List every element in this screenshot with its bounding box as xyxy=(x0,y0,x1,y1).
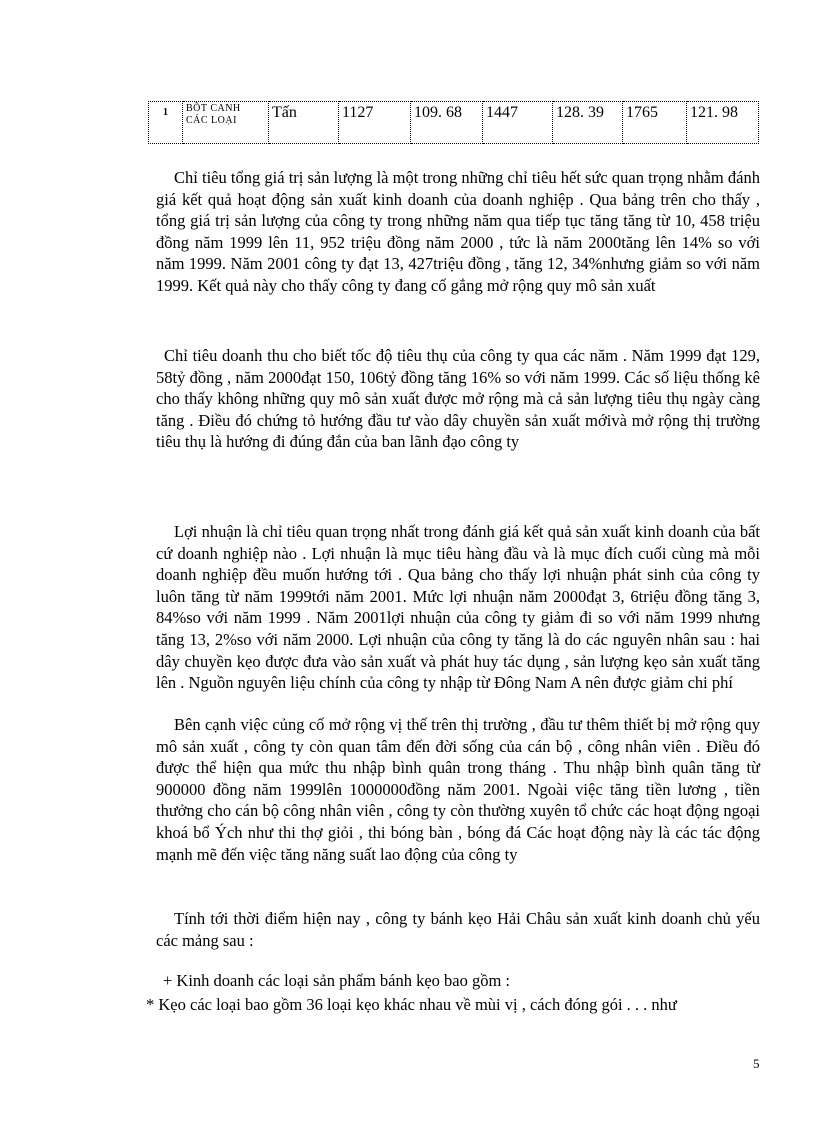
paragraph-text: Tính tới thời điểm hiện nay , công ty bánh kẹo Hải Châu sản xuất kinh doanh chủ yếu các mảng sau : xyxy=(156,909,760,950)
cell-product-name: BÕT CANH CÁC LOẠI xyxy=(183,102,269,144)
cell-value-2001: 1765 xyxy=(623,102,687,144)
paragraph-text: Chỉ tiêu tổng giá trị sản lượng là một trong những chỉ tiêu hết sức quan trọng nhằm đánh giá kết quả hoạt động sản xuất kinh doanh của doanh nghiệp . Qua bảng trên cho thấy , tổng giá trị sản lượng của công ty trong những năm qua tiếp tục tăng tăng từ 10, 458 triệu đồng năm 1999 lên 11, 952 triệu đồng năm 2000 , tức là năm 2000tăng lên 14% so với năm 1999. Năm 2001 công ty đạt 13, 427triệu đồng , tăng 12, 34%nhưng giảm so với năm 1999. Kết quả này cho thấy công ty đang cố gắng mở rộng quy mô sản xuất xyxy=(156,168,760,295)
paragraph-income xyxy=(156,714,760,865)
paragraph-business-areas xyxy=(156,908,760,951)
output-table xyxy=(148,101,759,144)
list-item: * Kẹo các loại bao gồm 36 loại kẹo khác nhau về mùi vị , cách đóng gói . . . như xyxy=(146,995,677,1014)
page-number: 5 xyxy=(753,1056,760,1071)
paragraph-output-value xyxy=(156,167,760,297)
paragraph-profit xyxy=(156,521,760,694)
cell-unit: Tấn xyxy=(269,102,339,144)
cell-stt: 1 xyxy=(149,102,183,144)
paragraph-text: Lợi nhuận là chỉ tiêu quan trọng nhất trong đánh giá kết quả sản xuất kinh doanh của bất cứ doanh nghiệp nào . Lợi nhuận là mục tiêu hàng đầu và là mục đích cuối cùng mà mỗi doanh nghiệp đều muốn hướng tới . Qua bảng cho thấy lợi nhuận phát sinh của công ty luôn tăng từ năm 1999tới năm 2001. Mức lợi nhuận năm 2000đạt 3, 6triệu đồng tăng 3, 84%so với năm 1999 . Năm 2001lợi nhuận của công ty giảm đi so với năm 1999 nhưng tăng 13, 2%so với năm 2000. Lợi nhuận của công ty tăng là do các nguyên nhân sau : hai dây chuyền kẹo được đưa vào sản xuất và phát huy tác dụng , sản lượng kẹo sản xuất tăng lên . Nguồn nguyên liệu chính của công ty nhập từ Đông Nam A nên được giảm chi phí xyxy=(156,522,760,693)
list-item: + Kinh doanh các loại sản phẩm bánh kẹo bao gồm : xyxy=(163,971,511,990)
cell-percent-2001: 121. 98 xyxy=(687,102,759,144)
table-row xyxy=(149,102,759,144)
paragraph-text: Bên cạnh việc củng cố mở rộng vị thế trên thị trường , đầu tư thêm thiết bị mở rộng quy mô sản xuất , công ty còn quan tâm đến đời sống của cán bộ , công nhân viên . Điều đó được thể hiện qua mức thu nhập bình quân trong tháng . Thu nhập bình quân tăng từ 900000 đồng năm 1999lên 1000000đồng năm 2001. Ngoài việc tăng tiền lương , tiền thưởng cho cán bộ công nhân viên , công ty còn thường xuyên tổ chức các hoạt động ngoại khoá bổ Ých như thi thợ giỏi , thi bóng bàn , bóng đá Các hoạt động này là các tác động mạnh mẽ đến việc tăng năng suất lao động của công ty xyxy=(156,715,760,864)
paragraph-text: Chỉ tiêu doanh thu cho biết tốc độ tiêu thụ của công ty qua các năm . Năm 1999 đạt 129, 58tỷ đồng , năm 2000đạt 150, 106tỷ đồng tăng 16% so với năm 1999. Các số liệu thống kê cho thấy không những quy mô sản xuất được mở rộng mà cả sản lượng tiêu thụ ngày càng tăng . Điều đó chứng tỏ hướng đầu tư vào dây chuyền sản xuất mớivà mở rộng thị trường tiêu thụ là hướng đi đúng đắn của ban lãnh đạo công ty xyxy=(156,346,760,452)
cell-value-2000: 1447 xyxy=(483,102,553,144)
cell-percent-2000: 128. 39 xyxy=(553,102,623,144)
cell-percent-1999: 109. 68 xyxy=(411,102,483,144)
cell-value-1999: 1127 xyxy=(339,102,411,144)
paragraph-revenue xyxy=(156,345,760,453)
